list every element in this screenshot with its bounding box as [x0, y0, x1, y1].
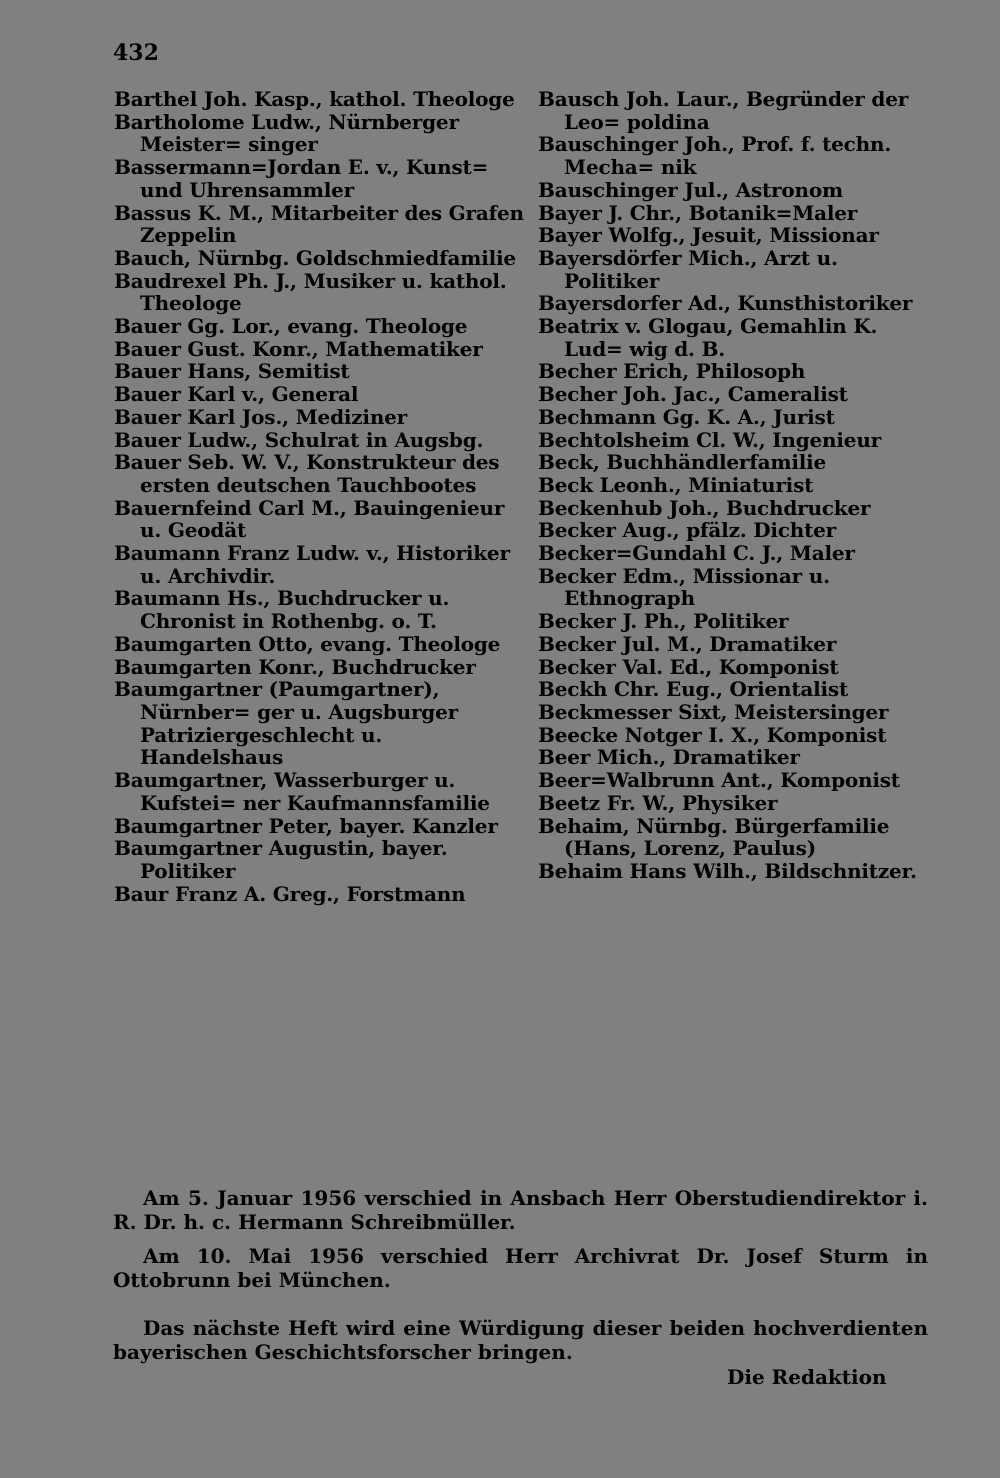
index-entry: Bassus K. M., Mitarbeiter des Grafen Zeppelin: [114, 200, 524, 248]
index-entry: Baumgartner Peter, bayer. Kanzler: [114, 813, 498, 838]
index-entry: Bartholome Ludw., Nürnberger Meister= singer: [114, 109, 459, 157]
index-entry: Beatrix v. Glogau, Gemahlin K. Lud= wig d. B.: [538, 314, 878, 361]
index-entry: Bauer Hans, Semitist: [114, 359, 350, 384]
index-column-right: [538, 88, 938, 883]
index-entry: Beetz Fr. W., Physiker: [538, 790, 778, 815]
index-entry: Bayersdorfer Ad., Kunsthistoriker: [538, 291, 913, 316]
index-entry: Becker Val. Ed., Komponist: [538, 654, 839, 679]
death-notice-schreibmueller: Am 5. Januar 1956 verschied in Ansbach Herr Oberstudiendirektor i. R. Dr. h. c. Hermann Schreibmüller.: [113, 1186, 928, 1234]
index-entry: Beer Mich., Dramatiker: [538, 745, 800, 770]
index-entry: Baur Franz A. Greg., Forstmann: [114, 881, 466, 906]
index-entry: Becher Erich, Philosoph: [538, 359, 806, 384]
index-entry: Baumann Franz Ludw. v., Historiker u. Archivdir.: [114, 541, 510, 588]
index-entry: Beck, Buchhändlerfamilie: [538, 450, 827, 475]
index-entry: Bauer Karl Jos., Mediziner: [114, 404, 408, 429]
index-entry: Becker Edm., Missionar u. Ethnograph: [538, 563, 830, 611]
index-entry: Behaim, Nürnbg. Bürgerfamilie (Hans, Lorenz, Paulus): [538, 813, 890, 861]
index-entry: Behaim Hans Wilh., Bildschnitzer.: [538, 858, 917, 883]
index-entry: Beer=Walbrunn Ant., Komponist: [538, 768, 900, 793]
index-entry: Bauer Gust. Konr., Mathematiker: [114, 336, 483, 361]
index-entry: Becker=Gundahl C. J., Maler: [538, 541, 855, 566]
index-entry: Bauch, Nürnbg. Goldschmiedfamilie: [114, 245, 516, 270]
editorial-signature: Die Redaktion: [727, 1365, 887, 1389]
index-entry: Bayer Wolfg., Jesuit, Missionar: [538, 223, 879, 248]
index-entry: Becker Jul. M., Dramatiker: [538, 631, 837, 656]
index-entry: Bayersdörfer Mich., Arzt u. Politiker: [538, 245, 838, 293]
index-entry: Beckh Chr. Eug., Orientalist: [538, 677, 849, 702]
index-entry: Beckmesser Sixt, Meistersinger: [538, 699, 889, 724]
index-entry: Beckenhub Joh., Buchdrucker: [538, 495, 871, 520]
index-entry: Baumann Hs., Buchdrucker u. Chronist in Rothenbg. o. T.: [114, 586, 450, 634]
index-entry: Bauer Seb. W. V., Konstrukteur des ersten deutschen Tauchbootes: [114, 450, 500, 497]
index-entry: Baumgarten Konr., Buchdrucker: [114, 654, 476, 679]
death-notice-sturm: Am 10. Mai 1956 verschied Herr Archivrat Dr. Josef Sturm in Ottobrunn bei München.: [113, 1244, 928, 1292]
index-entry: Bechmann Gg. K. A., Jurist: [538, 404, 835, 429]
page-number: 432: [113, 40, 159, 66]
index-entry: Beck Leonh., Miniaturist: [538, 472, 814, 497]
index-entry: Bauernfeind Carl M., Bauingenieur u. Geodät: [114, 495, 505, 543]
index-entry: Becker Aug., pfälz. Dichter: [538, 518, 837, 543]
index-entry: Bauer Gg. Lor., evang. Theologe: [114, 314, 468, 339]
index-entry: Barthel Joh. Kasp., kathol. Theologe: [114, 87, 515, 111]
index-entry: Becker J. Ph., Politiker: [538, 609, 789, 634]
index-entry: Becher Joh. Jac., Cameralist: [538, 382, 848, 407]
index-entry: Bassermann=Jordan E. v., Kunst= und Uhrensammler: [114, 155, 489, 202]
index-entry: Bauschinger Jul., Astronom: [538, 177, 843, 202]
index-column-left: [114, 88, 524, 905]
index-entry: Baumgartner (Paumgartner), Nürnber= ger u. Augsburger Patriziergeschlecht u. Handelshaus: [114, 677, 458, 770]
index-entry: Baumgarten Otto, evang. Theologe: [114, 631, 501, 656]
index-entry: Baumgartner, Wasserburger u. Kufstei= ner Kaufmannsfamilie: [114, 768, 490, 815]
index-entry: Bauschinger Joh., Prof. f. techn. Mecha= nik: [538, 132, 892, 180]
index-entry: Bauer Ludw., Schulrat in Augsbg.: [114, 427, 484, 452]
index-entry: Baudrexel Ph. J., Musiker u. kathol. Theologe: [114, 268, 507, 316]
index-entry: Beecke Notger I. X., Komponist: [538, 722, 887, 747]
next-issue-notice: Das nächste Heft wird eine Würdigung dieser beiden hochverdienten bayerischen Geschichtsforscher bringen.: [113, 1316, 928, 1364]
index-entry: Bechtolsheim Cl. W., Ingenieur: [538, 427, 881, 452]
index-entry: Bauer Karl v., General: [114, 382, 359, 407]
index-entry: Baumgartner Augustin, bayer. Politiker: [114, 836, 448, 883]
index-entry: Bausch Joh. Laur., Begründer der Leo= poldina: [538, 87, 909, 134]
index-entry: Bayer J. Chr., Botanik=Maler: [538, 200, 858, 225]
